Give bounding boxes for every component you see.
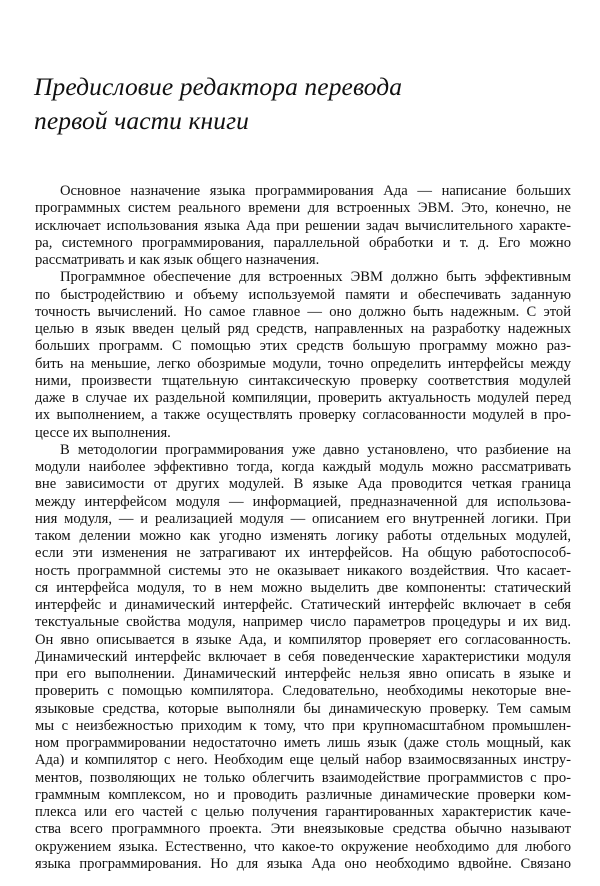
text-line: ства всего программного проекта. Эти внеязыковые средства обычно называют bbox=[35, 821, 571, 838]
text-line: ра, системного программирования, параллельной обработки и т. д. Его можно bbox=[35, 234, 571, 251]
text-line: Программное обеспечение для встроенных ЭВМ должно быть эффективным bbox=[60, 269, 571, 286]
text-line: их выполнением, а также осуществлять проверку согласованности модулей в про- bbox=[35, 407, 571, 424]
text-line: ними, произвести тщательную синтаксическую проверку соответствия модулей bbox=[35, 372, 571, 389]
chapter-title-line-2: первой части книги bbox=[34, 106, 250, 135]
text-line: окружением языка. Естественно, что какое-то окружение необходимо для любого bbox=[35, 838, 571, 855]
text-line: ность программной системы это не оказывает никакого воздействия. Что касает- bbox=[35, 562, 571, 579]
text-line: вне зависимости от других модулей. В языке Ада проводится четкая граница bbox=[35, 476, 571, 493]
text-line: Основное назначение языка программирования Ада — написание больших bbox=[60, 183, 571, 199]
chapter-title-line-1: Предисловие редактора перевода bbox=[34, 72, 403, 101]
text-line: граммным комплексом, но и проводить различные динамические проверки ком- bbox=[35, 786, 571, 803]
text-line: мы с неизбежностью приходим к тому, что при крупномасштабном промышлен- bbox=[35, 717, 571, 734]
text-line: программных систем реального времени для встроенных ЭВМ. Это, конечно, не bbox=[35, 200, 571, 217]
text-line: точность вычислений. Но самое главное — оно должно быть надежным. С этой bbox=[35, 303, 571, 320]
text-line: плекса или его частей с целью получения гарантированных характеристик каче- bbox=[35, 804, 571, 820]
text-line: исключает использования языка Ада при решении задач вычислительного характе- bbox=[35, 217, 571, 234]
text-line: языка программирования. Но для языка Ада оно необходимо вдвойне. Связано bbox=[35, 855, 571, 872]
text-line: бить на меньшие, легко обозримые модули, точно определить интерфейсы между bbox=[35, 355, 571, 372]
text-line: таком делении можно как угодно изменять логику работы отдельных модулей, bbox=[35, 528, 571, 544]
text-line: больших программ. С помощью этих средств большую программу можно раз- bbox=[35, 338, 571, 355]
text-line: целью в язык введен целый ряд средств, направленных на разработку надежных bbox=[35, 321, 571, 337]
text-line: между интерфейсом модуля — информацией, предназначенной для использова- bbox=[35, 493, 571, 510]
text-line: рассматривать и как язык общего назначения. bbox=[35, 252, 320, 268]
text-line: ном программировании недостаточно иметь лишь язык (даже столь мощный, как bbox=[35, 735, 571, 751]
text-line: Он явно описывается в языке Ада, и компилятор проверяет его согласованность. bbox=[35, 631, 571, 648]
text-line: при его выполнении. Динамический интерфейс нельзя явно описать в языке и bbox=[35, 666, 571, 682]
text-line: модули наиболее эффективно тогда, когда каждый модуль можно рассматривать bbox=[35, 459, 571, 475]
text-line: если эти изменения не затрагивают их интерфейсов. На общую работоспособ- bbox=[35, 545, 571, 562]
text-line: ния модуля, — и реализацией модуля — описанием его внутренней логики. При bbox=[35, 510, 571, 527]
text-line: ся интерфейса модуля, то в нем можно выделить две компоненты: статический bbox=[35, 579, 571, 596]
text-line: ментов, позволяющих не только облегчить взаимодействие программистов с про- bbox=[35, 769, 571, 786]
text-line: текстуальные свойства модуля, например число параметров процедуры и их вид. bbox=[35, 614, 571, 631]
chapter-title bbox=[34, 70, 574, 138]
text-line: проверить с помощью компилятора. Следовательно, необходимы некоторые вне- bbox=[35, 683, 571, 700]
text-line: языковые средства, которые выполняли бы динамическую проверку. Тем самым bbox=[35, 700, 571, 717]
text-line: Ада) и компилятор с него. Необходим еще целый набор взаимосвязанных инстру- bbox=[35, 752, 571, 769]
text-line: интерфейс и динамический интерфейс. Статический интерфейс включает в себя bbox=[35, 597, 571, 613]
text-line: даже в случае их раздельной компиляции, проверить актуальность модулей перед bbox=[35, 390, 571, 406]
text-line: Динамический интерфейс включает в себя поведенческие характеристики модуля bbox=[35, 648, 571, 665]
body-text bbox=[35, 183, 571, 873]
text-line: цессе их выполнения. bbox=[35, 424, 171, 441]
text-line: по быстродействию и объему используемой памяти и обеспечивать заданную bbox=[35, 286, 571, 303]
text-line: В методологии программирования уже давно установлено, что разбиение на bbox=[60, 441, 571, 458]
